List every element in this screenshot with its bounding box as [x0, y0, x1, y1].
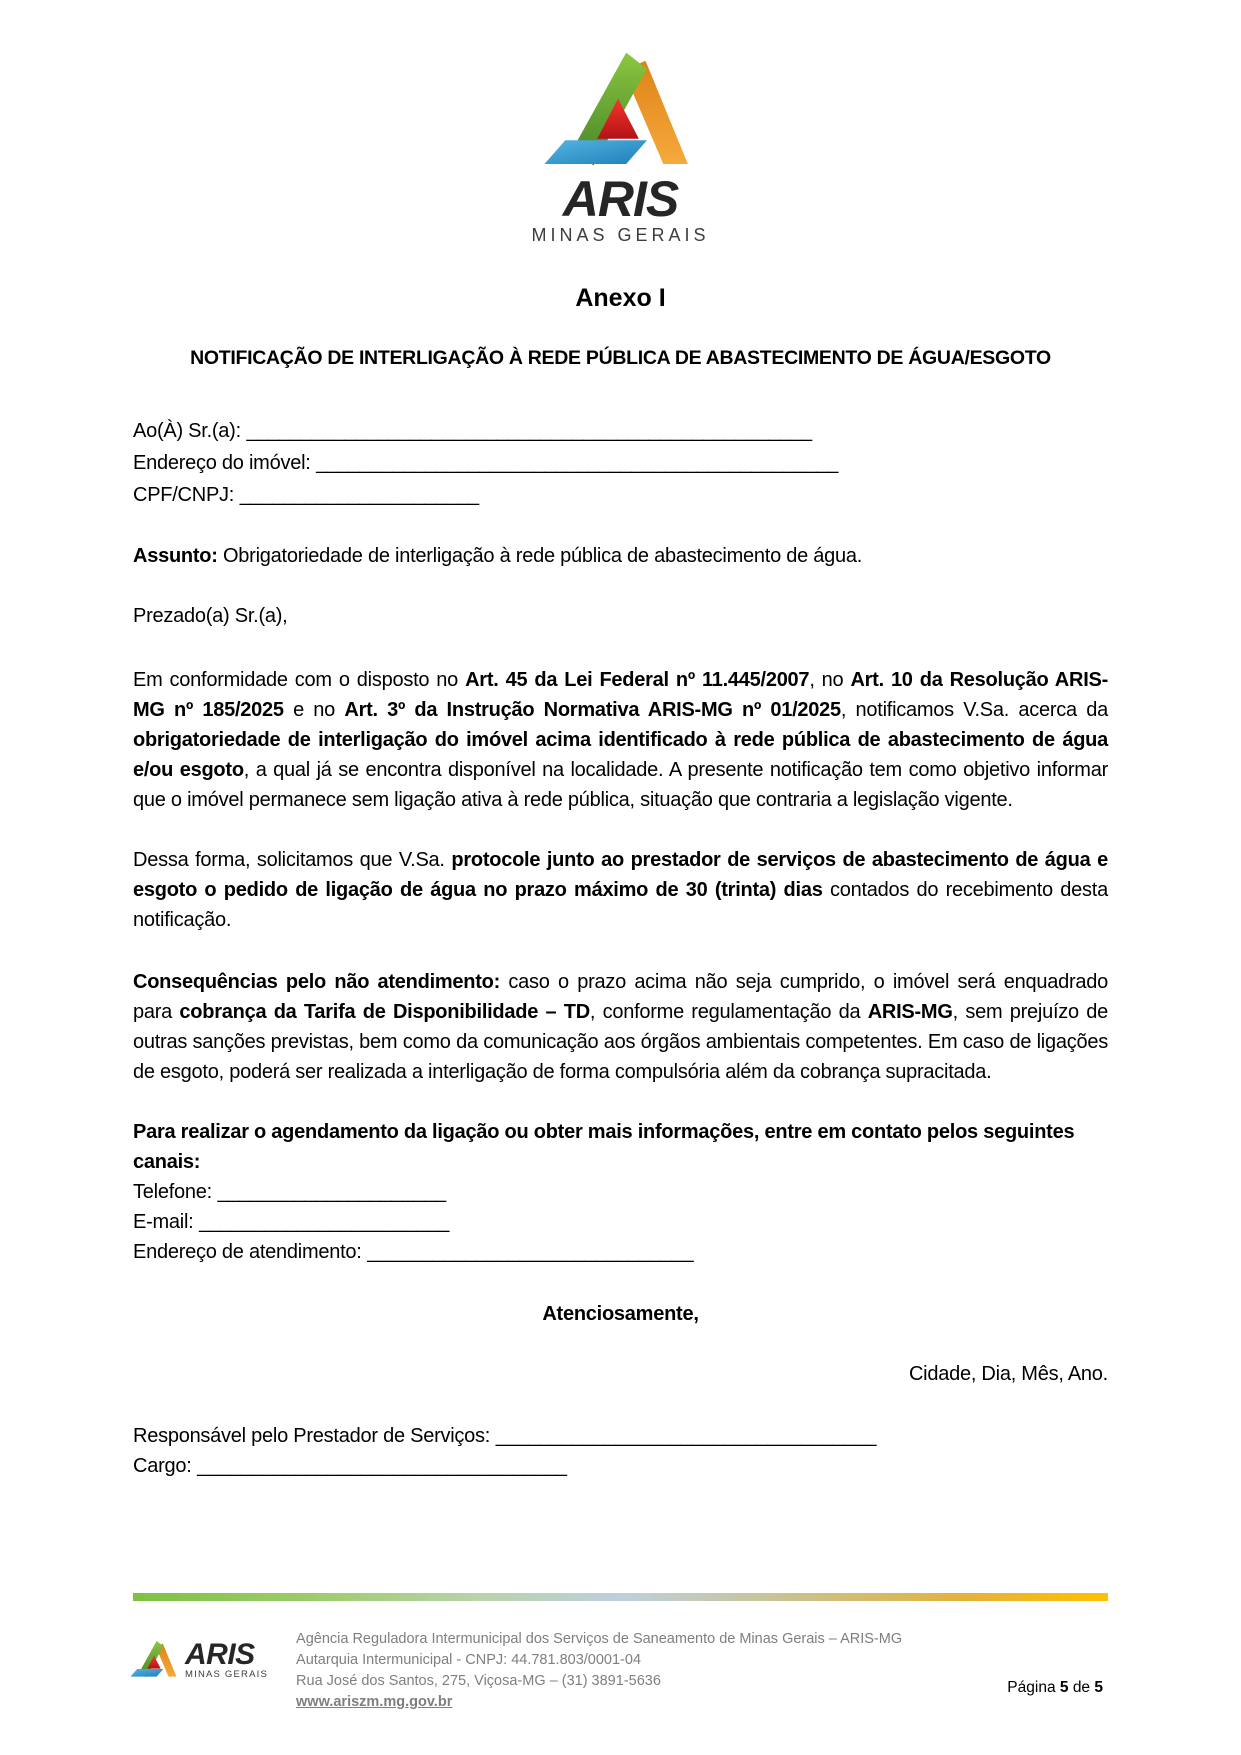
- email-blank: _______________________: [199, 1211, 450, 1233]
- contact-block: [133, 1177, 1108, 1267]
- property-address-label: Endereço do imóvel:: [133, 452, 311, 474]
- logo-wordmark: ARIS: [562, 171, 679, 227]
- property-address-line: [133, 447, 1108, 479]
- recipient-name-label: Ao(À) Sr.(a):: [133, 420, 241, 442]
- phone-line: [133, 1177, 1108, 1207]
- footer-org-address: Rua José dos Santos, 275, Viçosa-MG – (31) 3891-5636: [296, 1673, 661, 1689]
- page-number-separator: de: [1072, 1679, 1091, 1696]
- cpf-cnpj-blank: ______________________: [239, 484, 479, 506]
- cpf-cnpj-label: CPF/CNPJ:: [133, 484, 235, 506]
- document-body: [133, 415, 1108, 1481]
- footer-logo: [130, 1639, 268, 1681]
- paragraph-consequences: Consequências pelo não atendimento: caso o prazo acima não seja cumprido, o imóvel será enquadrado para cobrança da Tarifa de Disponibilidade – TD, conforme regulamentação da ARIS-MG, sem prejuízo de outras sanções previstas, bem como da comunicação aos órgãos ambientais competentes. Em caso de ligações de esgoto, poderá ser realizada a interligação de forma compulsória além da cobrança supracitada.: [133, 971, 1108, 1083]
- footer-org-cnpj: Autarquia Intermunicipal - CNPJ: 44.781.803/0001-04: [296, 1652, 642, 1668]
- header-logo: [133, 0, 1108, 246]
- recipient-name-blank: ____________________________________________________: [246, 420, 812, 442]
- paragraph-contact-intro: Para realizar o agendamento da ligação ou obter mais informações, entre em contato pelos seguintes canais:: [133, 1121, 1075, 1173]
- service-address-line: [133, 1237, 1108, 1267]
- property-address-blank: ________________________________________________: [316, 452, 839, 474]
- provider-responsible-label: Responsável pelo Prestador de Serviços:: [133, 1425, 491, 1447]
- cpf-cnpj-line: [133, 479, 1108, 511]
- footer: [130, 1629, 1103, 1713]
- page-number-current: 5: [1059, 1679, 1069, 1696]
- footer-logo-subtitle: MINAS GERAIS: [185, 1668, 269, 1680]
- annex-title: Anexo I: [575, 284, 666, 312]
- recipient-name-line: [133, 415, 1108, 447]
- footer-logo-wordmark: ARIS: [185, 1637, 255, 1671]
- aris-logo-icon: [130, 1639, 180, 1681]
- provider-responsible-blank: ___________________________________: [495, 1425, 877, 1447]
- footer-logo-text: [185, 1637, 269, 1680]
- email-label: E-mail:: [133, 1211, 194, 1233]
- paragraph-request: Dessa forma, solicitamos que V.Sa. protocole junto ao prestador de serviços de abastecimento de água e esgoto o pedido de ligação de água no prazo máximo de 30 (trinta) dias contados do recebimento desta notificação.: [133, 849, 1108, 931]
- role-blank: __________________________________: [197, 1455, 567, 1477]
- logo-blue-band: [544, 140, 647, 164]
- recipient-block: [133, 415, 1108, 511]
- signature-block: [133, 1421, 1108, 1481]
- page-number-total: 5: [1094, 1679, 1103, 1696]
- phone-blank: _____________________: [217, 1181, 446, 1203]
- footer-org-name: Agência Reguladora Intermunicipal dos Serviços de Saneamento de Minas Gerais – ARIS-MG: [296, 1631, 903, 1647]
- footer-website-link[interactable]: www.ariszm.mg.gov.br: [296, 1694, 453, 1710]
- role-line: [133, 1451, 1108, 1481]
- subject-line: Assunto: Obrigatoriedade de interligação à rede pública de abastecimento de água.: [133, 545, 863, 567]
- closing-line: Atenciosamente,: [542, 1303, 699, 1325]
- provider-responsible-line: [133, 1421, 1108, 1451]
- footer-gradient-bar: [133, 1593, 1108, 1601]
- page-number: [1007, 1679, 1103, 1697]
- role-label: Cargo:: [133, 1455, 192, 1477]
- footer-info: [296, 1629, 902, 1713]
- aris-logo-icon: [543, 52, 699, 172]
- service-address-blank: ______________________________: [367, 1241, 694, 1263]
- paragraph-legal-basis: Em conformidade com o disposto no Art. 45 da Lei Federal nº 11.445/2007, no Art. 10 da Resolução ARIS-MG nº 185/2025 e no Art. 3º da Instrução Normativa ARIS-MG nº 01/2025, notificamos V.Sa. acerca da obrigatoriedade de interligação do imóvel acima identificado à rede pública de abastecimento de água e/ou esgoto, a qual já se encontra disponível na localidade. A presente notificação tem como objetivo informar que o imóvel permanece sem ligação ativa à rede pública, situação que contraria a legislação vigente.: [133, 669, 1108, 811]
- email-line: [133, 1207, 1108, 1237]
- service-address-label: Endereço de atendimento:: [133, 1241, 362, 1263]
- phone-label: Telefone:: [133, 1181, 212, 1203]
- document-heading: NOTIFICAÇÃO DE INTERLIGAÇÃO À REDE PÚBLICA DE ABASTECIMENTO DE ÁGUA/ESGOTO: [190, 347, 1051, 369]
- logo-subtitle: MINAS GERAIS: [531, 225, 710, 245]
- page-number-label: Página: [1007, 1679, 1056, 1696]
- date-placeholder-line: Cidade, Dia, Mês, Ano.: [908, 1363, 1108, 1385]
- salutation: Prezado(a) Sr.(a),: [133, 605, 288, 627]
